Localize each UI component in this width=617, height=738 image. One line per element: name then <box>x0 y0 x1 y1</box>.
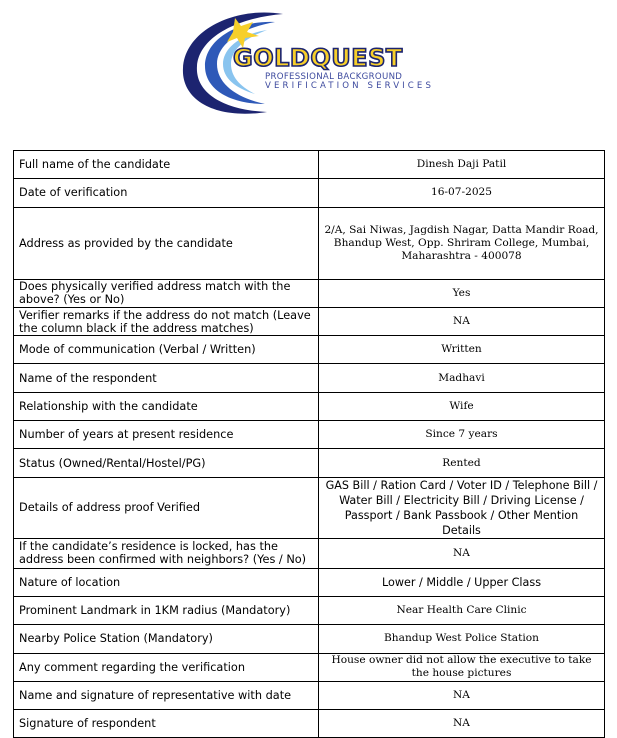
table-row <box>14 538 605 568</box>
row-label: Number of years at present residence <box>14 421 319 449</box>
row-value: Bhandup West Police Station <box>319 625 605 653</box>
row-label: Does physically verified address match with the above? (Yes or No) <box>14 279 319 307</box>
row-value: Rented <box>319 449 605 477</box>
row-value: NA <box>319 681 605 709</box>
table-row <box>14 179 605 207</box>
row-value: Dinesh Daji Patil <box>319 151 605 179</box>
logo-tagline-2: VERIFICATION SERVICES <box>265 81 434 91</box>
row-label: Signature of respondent <box>14 710 319 738</box>
table-row <box>14 710 605 738</box>
table-row <box>14 596 605 624</box>
row-value: Near Health Care Clinic <box>319 596 605 624</box>
table-row <box>14 151 605 179</box>
row-label: Prominent Landmark in 1KM radius (Mandatory) <box>14 596 319 624</box>
row-value: Yes <box>319 279 605 307</box>
row-label: Details of address proof Verified <box>14 477 319 538</box>
row-label: Mode of communication (Verbal / Written) <box>14 336 319 364</box>
table-row <box>14 568 605 596</box>
row-label: Name and signature of representative with date <box>14 681 319 709</box>
row-label: Status (Owned/Rental/Hostel/PG) <box>14 449 319 477</box>
row-label: Verifier remarks if the address do not match (Leave the column black if the address matches) <box>14 307 319 335</box>
row-value: NA <box>319 538 605 568</box>
table-row <box>14 279 605 307</box>
row-label: Any comment regarding the verification <box>14 653 319 681</box>
row-value: House owner did not allow the executive to take the house pictures <box>319 653 605 681</box>
table-row <box>14 449 605 477</box>
table-row <box>14 421 605 449</box>
row-label: If the candidate’s residence is locked, has the address been confirmed with neighbors? (Yes / No) <box>14 538 319 568</box>
table-row <box>14 336 605 364</box>
table-row <box>14 207 605 279</box>
table-row <box>14 653 605 681</box>
row-value: NA <box>319 307 605 335</box>
row-value: NA <box>319 710 605 738</box>
table-row <box>14 477 605 538</box>
row-label: Full name of the candidate <box>14 151 319 179</box>
row-label: Name of the respondent <box>14 364 319 392</box>
row-value: 2/A, Sai Niwas, Jagdish Nagar, Datta Mandir Road, Bhandup West, Opp. Shriram College, Mumbai, Maharashtra - 400078 <box>319 207 605 279</box>
company-logo <box>0 0 617 140</box>
row-value: Since 7 years <box>319 421 605 449</box>
row-value: Madhavi <box>319 364 605 392</box>
table-row <box>14 625 605 653</box>
row-value: Wife <box>319 392 605 420</box>
row-label: Nature of location <box>14 568 319 596</box>
table-row <box>14 392 605 420</box>
table-row <box>14 364 605 392</box>
row-label: Nearby Police Station (Mandatory) <box>14 625 319 653</box>
table-row <box>14 681 605 709</box>
row-value: Written <box>319 336 605 364</box>
logo-brand-text: GOLDQUEST <box>233 44 403 72</box>
row-label: Address as provided by the candidate <box>14 207 319 279</box>
row-value: GAS Bill / Ration Card / Voter ID / Telephone Bill / Water Bill / Electricity Bill / Driving License / Passport / Bank Passbook / Other Mention Details <box>319 477 605 538</box>
verification-table <box>13 150 605 738</box>
row-value: 16-07-2025 <box>319 179 605 207</box>
row-value: Lower / Middle / Upper Class <box>319 568 605 596</box>
logo-tagline-1: PROFESSIONAL BACKGROUND <box>265 72 403 82</box>
table-row <box>14 307 605 335</box>
row-label: Relationship with the candidate <box>14 392 319 420</box>
row-label: Date of verification <box>14 179 319 207</box>
